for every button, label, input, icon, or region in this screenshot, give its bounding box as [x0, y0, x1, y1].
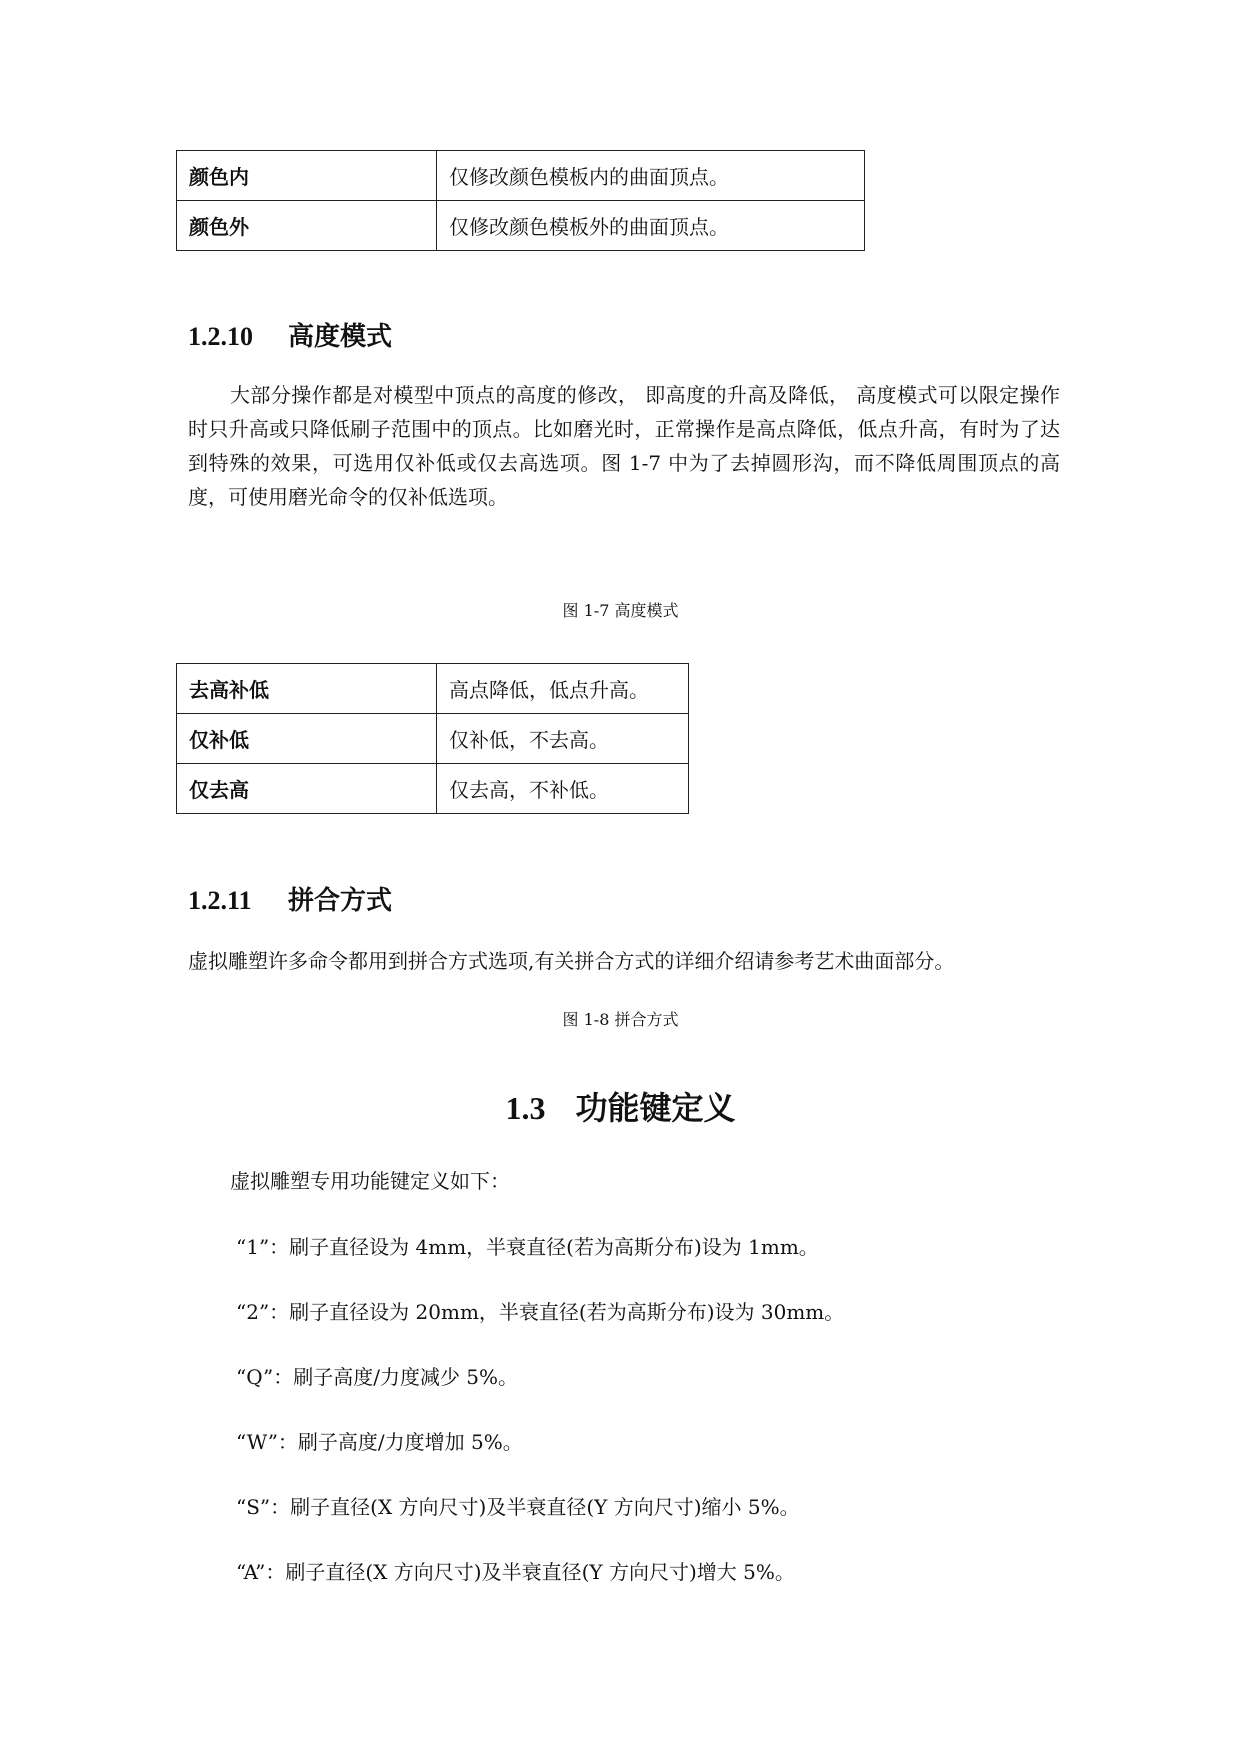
option-description: 仅修改颜色模板外的曲面顶点。	[437, 201, 865, 251]
hotkey-item: “1”：刷子直径设为 4mm，半衰直径(若为高斯分布)设为 1mm。	[236, 1235, 819, 1259]
table-row	[177, 664, 689, 714]
option-description: 仅去高，不补低。	[437, 764, 689, 814]
option-description: 高点降低，低点升高。	[437, 664, 689, 714]
figure-caption-1-7: 图 1-7 高度模式	[562, 601, 679, 620]
option-description: 仅补低，不去高。	[437, 714, 689, 764]
section-number: 1.2.11	[188, 886, 252, 915]
section-heading-1-2-10	[188, 316, 392, 353]
table-row	[177, 201, 865, 251]
section-number: 1.2.10	[188, 322, 253, 351]
table-row	[177, 764, 689, 814]
option-name: 仅补低	[177, 714, 437, 764]
table-row	[177, 151, 865, 201]
option-description: 仅修改颜色模板内的曲面顶点。	[437, 151, 865, 201]
hotkey-intro: 虚拟雕塑专用功能键定义如下：	[230, 1169, 510, 1193]
section-heading-1-2-11	[188, 880, 392, 917]
height-mode-table	[176, 663, 689, 814]
table-row	[177, 714, 689, 764]
section-title: 拼合方式	[288, 886, 393, 916]
figure-caption-1-8: 图 1-8 拼合方式	[562, 1010, 679, 1029]
option-name: 颜色内	[177, 151, 437, 201]
option-name: 去高补低	[177, 664, 437, 714]
section-number: 1.3	[505, 1090, 546, 1126]
option-name: 颜色外	[177, 201, 437, 251]
hotkey-item: “S”：刷子直径(X 方向尺寸)及半衰直径(Y 方向尺寸)缩小 5%。	[236, 1495, 800, 1519]
hotkey-item: “2”：刷子直径设为 20mm，半衰直径(若为高斯分布)设为 30mm。	[236, 1300, 845, 1324]
hotkey-item: “W”：刷子高度/力度增加 5%。	[236, 1430, 523, 1454]
color-mode-table	[176, 150, 865, 251]
option-name: 仅去高	[177, 764, 437, 814]
hotkey-item: “Q”：刷子高度/力度减少 5%。	[236, 1365, 519, 1389]
height-mode-paragraph: 大部分操作都是对模型中顶点的高度的修改， 即高度的升高及降低， 高度模式可以限定操作时只升高或只降低刷子范围中的顶点。比如磨光时，正常操作是高点降低，低点升高，有时为了达到特殊的效果，可选用仅补低或仅去高选项。图 1-7 中为了去掉圆形沟，而不降低周围顶点的高度，可使用磨光命令的仅补低选项。	[188, 383, 1060, 509]
hotkey-item: “A”：刷子直径(X 方向尺寸)及半衰直径(Y 方向尺寸)增大 5%。	[236, 1560, 795, 1584]
section-heading-1-3	[0, 1083, 1241, 1129]
section-title: 高度模式	[288, 322, 393, 352]
merge-mode-paragraph: 虚拟雕塑许多命令都用到拼合方式选项,有关拼合方式的详细介绍请参考艺术曲面部分。	[188, 949, 955, 973]
section-title: 功能键定义	[575, 1089, 736, 1127]
